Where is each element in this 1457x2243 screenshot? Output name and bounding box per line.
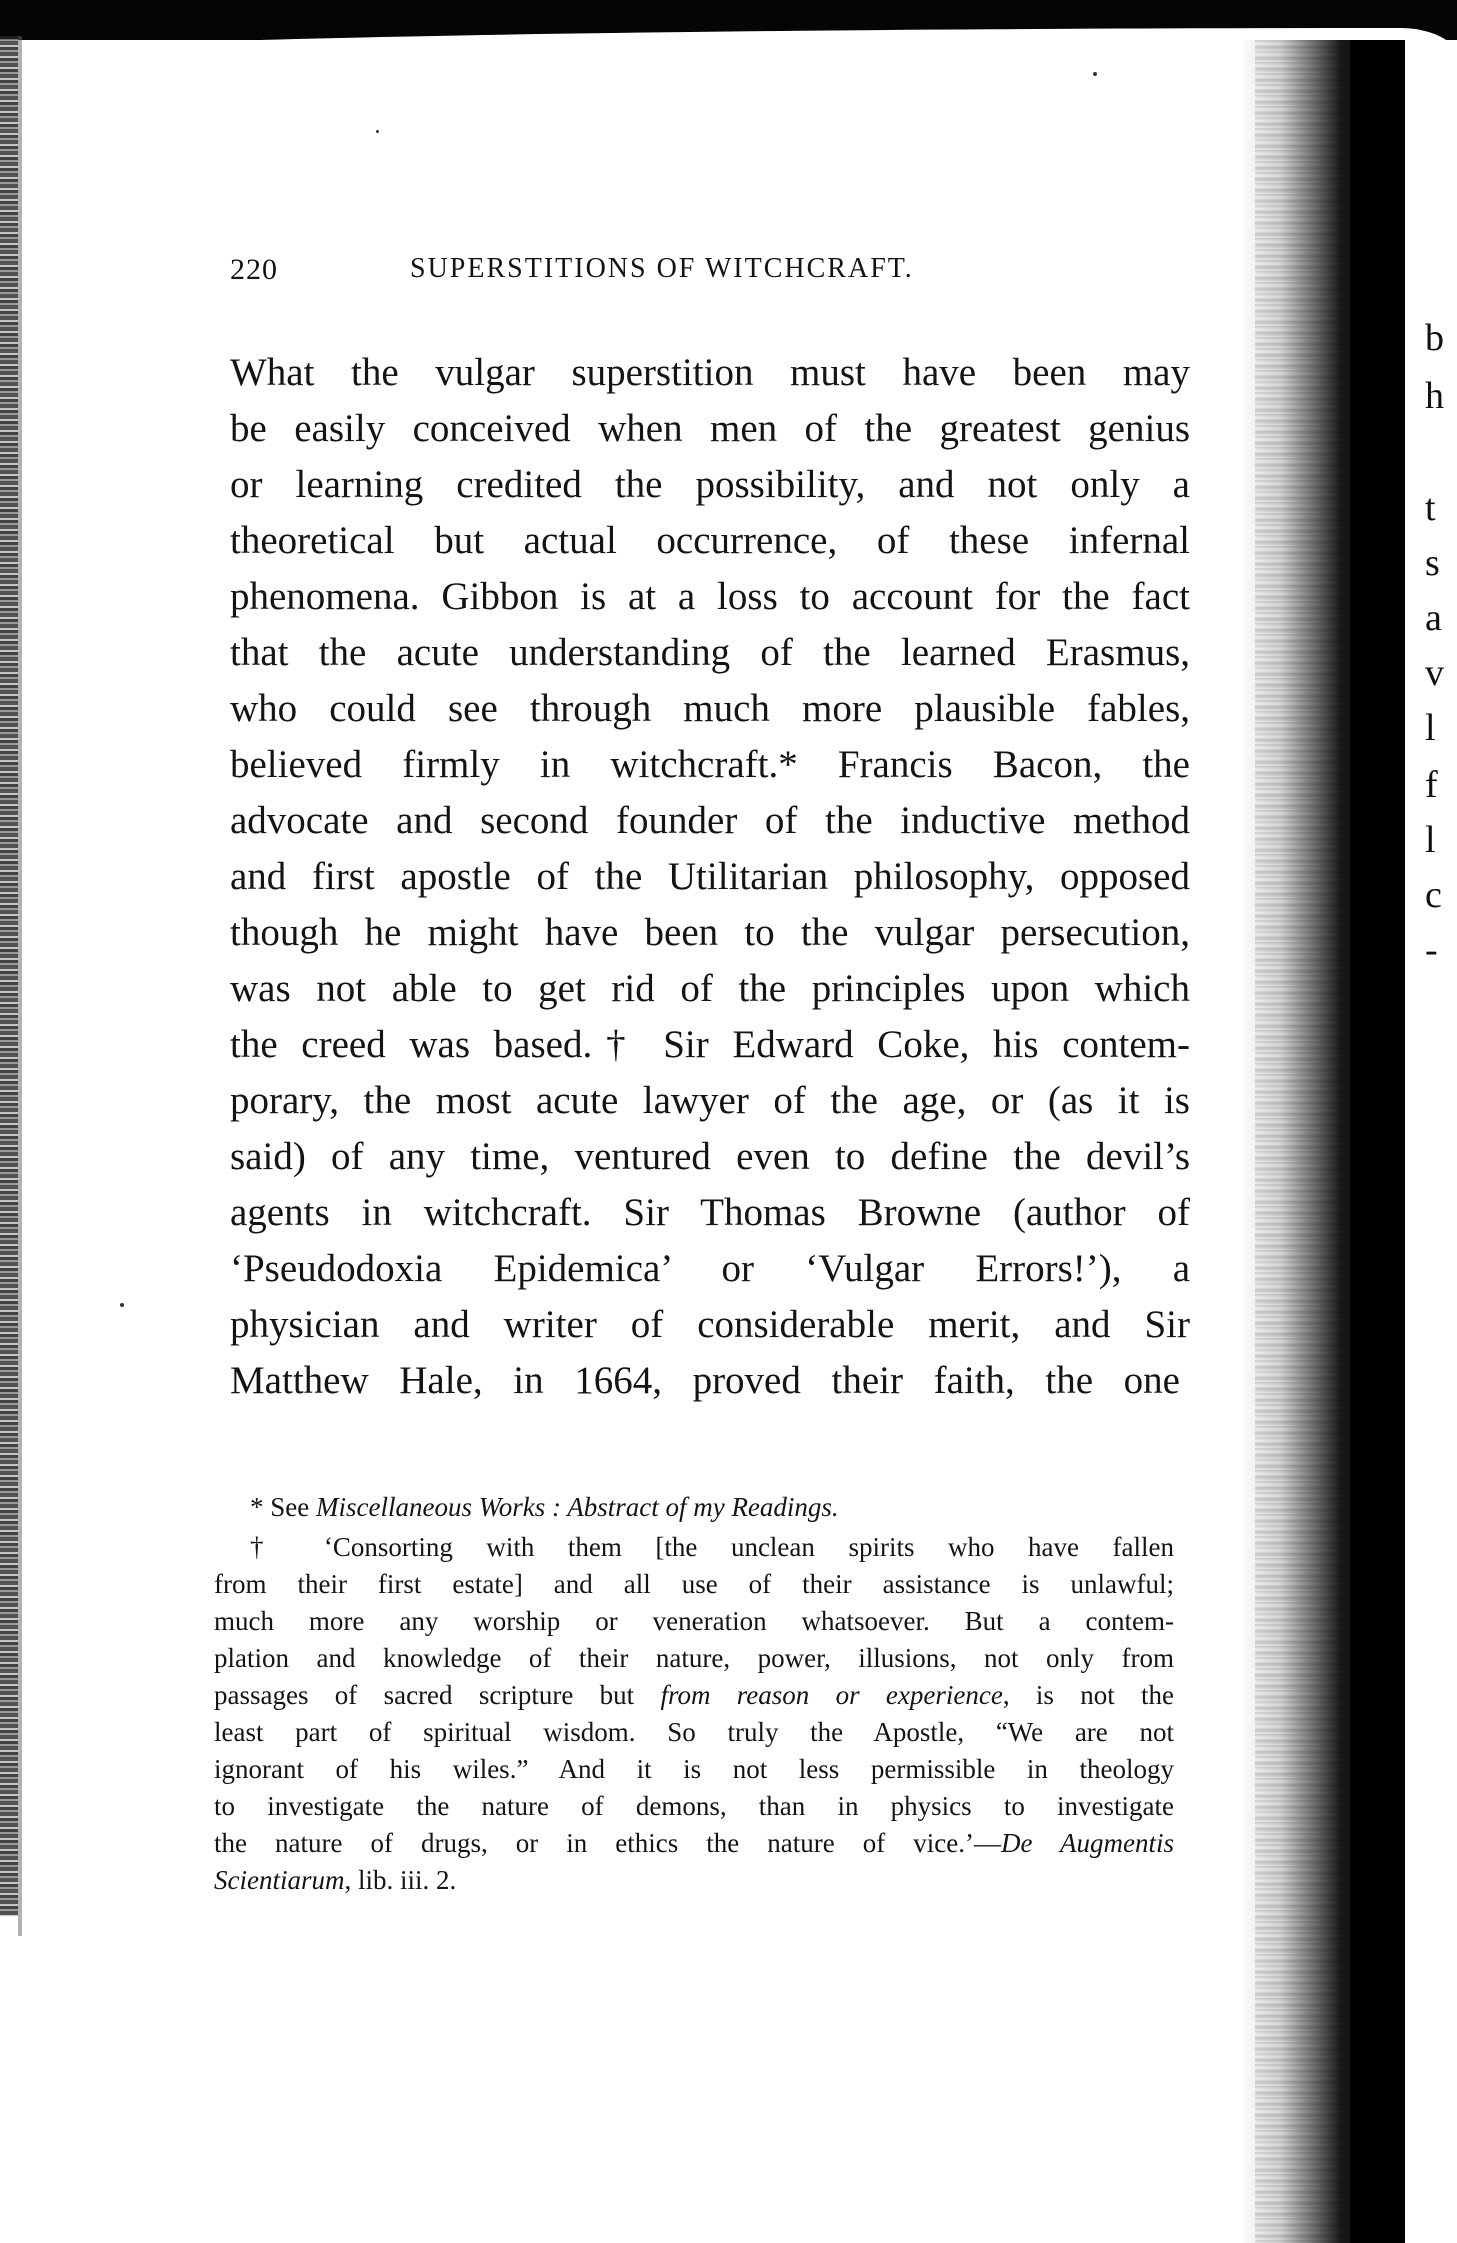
footnote-2-line: to investigate the nature of demons, than in physics to investigate (214, 1791, 1174, 1821)
body-line: was not able to get rid of the principles upon which (230, 967, 1190, 1010)
body-line: believed firmly in witchcraft.* Francis Bacon, the (230, 743, 1190, 786)
footnote-2-line (214, 1678, 1174, 1712)
page-number: 220 (230, 253, 278, 286)
body-line: porary, the most acute lawyer of the age, or (as it is (230, 1079, 1190, 1122)
footnote-2-italic: De Augmentis (1001, 1828, 1174, 1858)
facing-fragment: h (1425, 375, 1444, 417)
book-gutter (1350, 40, 1405, 2243)
facing-fragment: v (1425, 652, 1444, 694)
facing-fragment: l (1425, 707, 1436, 749)
facing-page (1405, 40, 1457, 2243)
scan-speck (376, 130, 379, 133)
scan-speck (120, 1303, 124, 1307)
body-line: who could see through much more plausible fables, (230, 687, 1190, 730)
body-line: or learning credited the possibility, and not only a (230, 463, 1190, 506)
body-line: Matthew Hale, in 1664, proved their faith, the one (230, 1359, 1180, 1402)
body-line: though he might have been to the vulgar persecution, (230, 911, 1190, 954)
body-line: phenomena. Gibbon is at a loss to account for the fact (230, 575, 1190, 618)
book-gutter-texture (1255, 40, 1345, 2243)
scan-left-edge (0, 36, 18, 1916)
footnote-2-italic: Scientiarum (214, 1865, 345, 1895)
facing-fragment: f (1425, 764, 1438, 806)
footnote-2-line: least part of spiritual wisdom. So truly the Apostle, “We are not (214, 1717, 1174, 1747)
footnote-2-line (214, 1826, 1174, 1860)
facing-fragment: a (1425, 597, 1442, 639)
body-line: be easily conceived when men of the greatest genius (230, 407, 1190, 450)
footnote-1-mark: * See (250, 1492, 316, 1522)
footnote-2-line: ignorant of his wiles.” And it is not less permissible in theology (214, 1754, 1174, 1784)
body-line: agents in witchcraft. Sir Thomas Browne (author of (230, 1191, 1190, 1234)
body-line: the creed was based.† Sir Edward Coke, his contem- (230, 1023, 1190, 1066)
footnote-2-line: plation and knowledge of their nature, power, illusions, not only from (214, 1643, 1174, 1673)
footnote-2-line: from their first estate] and all use of their assistance is unlawful; (214, 1569, 1174, 1599)
body-line: that the acute understanding of the learned Erasmus, (230, 631, 1190, 674)
footnote-2-line: † ‘Consorting with them [the unclean spirits who have fallen (250, 1532, 1174, 1562)
facing-fragment: - (1425, 929, 1438, 971)
running-head (230, 253, 1030, 299)
footnote-2-line: much more any worship or veneration whatsoever. But a contem- (214, 1606, 1174, 1636)
body-line: ‘Pseudodoxia Epidemica’ or ‘Vulgar Errors!’), a (230, 1247, 1190, 1290)
facing-fragment: t (1425, 487, 1436, 529)
footnote-2-text: passages of sacred scripture but (214, 1680, 661, 1710)
body-line: theoretical but actual occurrence, of these infernal (230, 519, 1190, 562)
facing-fragment: l (1425, 819, 1436, 861)
footnote-2-italic: from reason or experience (660, 1680, 1003, 1710)
footnote-2-text: , is not the (1002, 1680, 1174, 1710)
running-title: SUPERSTITIONS OF WITCHCRAFT. (410, 253, 914, 284)
body-line: advocate and second founder of the inductive method (230, 799, 1190, 842)
footnote-1 (250, 1490, 1174, 1524)
footnote-2-text: the nature of drugs, or in ethics the nature of vice.’— (214, 1828, 1001, 1858)
body-line: physician and writer of considerable merit, and Sir (230, 1303, 1190, 1346)
facing-fragment: b (1425, 317, 1444, 359)
facing-fragment: s (1425, 542, 1440, 584)
scan-speck (1093, 72, 1097, 76)
scan-left-edge-shadow (18, 36, 22, 1936)
footnote-1-title: Miscellaneous Works : Abstract of my Readings. (315, 1492, 839, 1522)
footnote-2-line (214, 1863, 1174, 1897)
body-line: What the vulgar superstition must have been may (230, 351, 1190, 394)
body-line: said) of any time, ventured even to define the devil’s (230, 1135, 1190, 1178)
facing-fragment: c (1425, 874, 1442, 916)
body-line: and first apostle of the Utilitarian philosophy, opposed (230, 855, 1190, 898)
footnote-2-text: , lib. iii. 2. (344, 1865, 457, 1895)
